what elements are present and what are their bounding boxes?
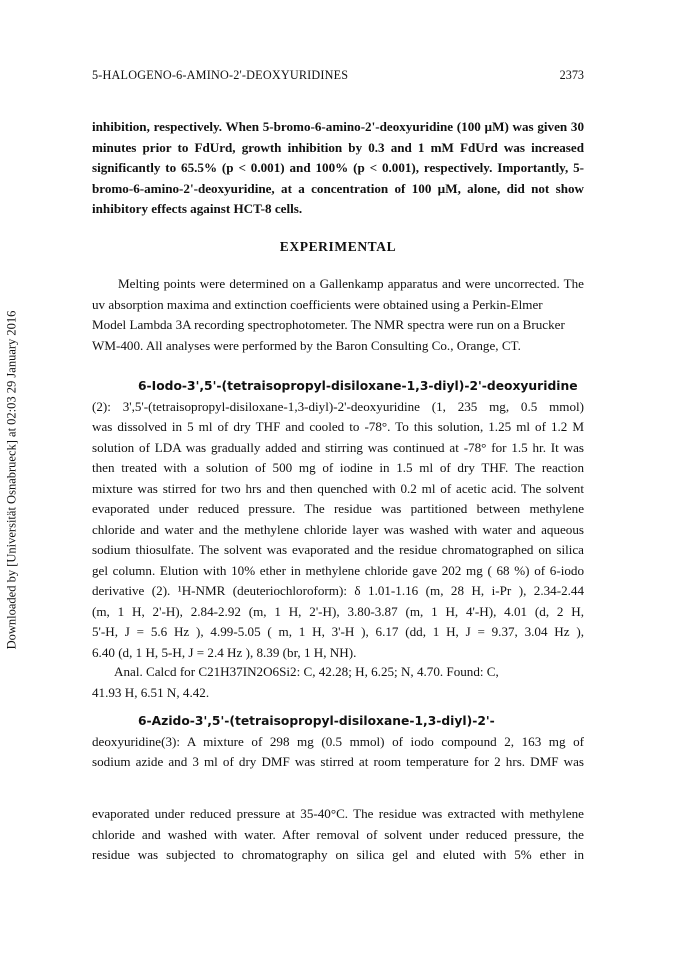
text-line: (2): 3',5'-(tetraisopropyl-disiloxane-1,3-diyl)-2'-deoxyuridine (1, 235 mg, 0.5 mmol): [92, 398, 584, 414]
text-line: chloride and washed with water. After removal of solvent under reduced pressure, the: [92, 826, 584, 842]
text-line: sodium azide and 3 ml of dry DMF was stirred at room temperature for 2 hrs. DMF was: [92, 754, 584, 769]
experimental-paragraph: [92, 274, 584, 356]
text-line: evaporated under reduced pressure. The residue was partitioned between methylene: [92, 501, 584, 516]
analysis-line: Anal. Calcd for C21H37IN2O6Si2: C, 42.28; H, 6.25; N, 4.70. Found: C,: [114, 664, 499, 679]
analysis-line: 41.93 H, 6.51 N, 4.42.: [92, 684, 210, 700]
text-line: gel column. Elution with 10% ether in methylene chloride gave 202 mg ( 68 %) of 6-iodo: [92, 562, 584, 578]
page-number: 2373: [559, 68, 584, 82]
compound-2-title: 6-Iodo-3',5'-(tetraisopropyl-disiloxane-1,3-diyl)-2'-deoxyuridine: [138, 379, 578, 393]
text-line: Melting points were determined on a Gallenkamp apparatus and were uncorrected. The: [118, 276, 584, 291]
text-line: (m, 1 H, 2'-H), 2.84-2.92 (m, 1 H, 2'-H), 3.80-3.87 (m, 1 H, 4'-H), 4.01 (d, 2 H,: [92, 603, 584, 619]
compound-3-paragraph: [92, 711, 584, 773]
text-line: WM-400. All analyses were performed by the Baron Consulting Co., Orange, CT.: [92, 337, 521, 353]
text-line: was dissolved in 5 ml of dry THF and cooled to -78°. To this solution, 1.25 ml of 1.2 M: [92, 419, 584, 434]
text-line: Model Lambda 3A recording spectrophotometer. The NMR spectra were run on a Brucker: [92, 317, 565, 332]
text-line: residue was subjected to chromatography on silica gel and eluted with 5% ether in: [92, 847, 584, 862]
intro-paragraph: [92, 117, 584, 220]
text-line: inhibition, respectively. When 5-bromo-6-amino-2'-deoxyuridine (100 µM) was given 30: [92, 119, 584, 134]
text-line: deoxyuridine(3): A mixture of 298 mg (0.5 mmol) of iodo compound 2, 163 mg of: [92, 733, 584, 749]
text-line: minutes prior to FdUrd, growth inhibition by 0.3 and 1 mM FdUrd was increased: [92, 139, 584, 155]
text-line: then treated with a solution of 500 mg of iodine in 1.5 ml of dry THF. The reaction: [92, 460, 584, 475]
text-line: derivative (2). ¹H-NMR (deuteriochloroform): δ 1.01-1.16 (m, 28 H, i-Pr ), 2.34-2.44: [92, 583, 584, 598]
download-watermark-text: Downloaded by [Universität Osnabrueck] at 02:03 29 January 2016: [4, 310, 19, 650]
text-line: bromo-6-amino-2'-deoxyuridine, at a concentration of 100 µM, alone, did not show: [92, 180, 584, 196]
text-line: 5'-H, J = 5.6 Hz ), 4.99-5.05 ( m, 1 H, 3'-H ), 6.17 (dd, 1 H, J = 9.37, 3.04 Hz ),: [92, 624, 584, 639]
text-line: significantly to 65.5% (p < 0.001) and 100% (p < 0.001), respectively. Importantly, 5-: [92, 160, 584, 175]
section-heading: EXPERIMENTAL: [279, 239, 397, 254]
compound-3-title: 6-Azido-3',5'-(tetraisopropyl-disiloxane-1,3-diyl)-2'-: [138, 714, 495, 728]
compound-2-paragraph: [92, 376, 584, 663]
text-line: 6.40 (d, 1 H, 5-H, J = 2.4 Hz ), 8.39 (br, 1 H, NH).: [92, 644, 357, 660]
text-line: inhibitory effects against HCT-8 cells.: [92, 201, 303, 216]
compound-2-analysis: [92, 662, 584, 703]
text-line: sodium thiosulfate. The solvent was evaporated and the residue chromatographed on silica: [92, 542, 584, 557]
compound-3-paragraph-continued: [92, 804, 584, 866]
text-line: evaporated under reduced pressure at 35-40°C. The residue was extracted with methylene: [92, 806, 584, 821]
running-header: [92, 68, 584, 86]
text-line: uv absorption maxima and extinction coefficients were obtained using a Perkin-Elmer: [92, 296, 543, 312]
text-line: solution of LDA was gradually added and stirring was continued at -78° for 1.5 hr. It was: [92, 439, 584, 455]
text-line: mixture was stirred for two hrs and then quenched with 0.2 ml of acetic acid. The solvent: [92, 480, 584, 496]
running-title: 5-HALOGENO-6-AMINO-2'-DEOXYURIDINES: [92, 68, 349, 82]
text-line: chloride and water and the methylene chloride layer was washed with water and aqueous: [92, 521, 584, 537]
